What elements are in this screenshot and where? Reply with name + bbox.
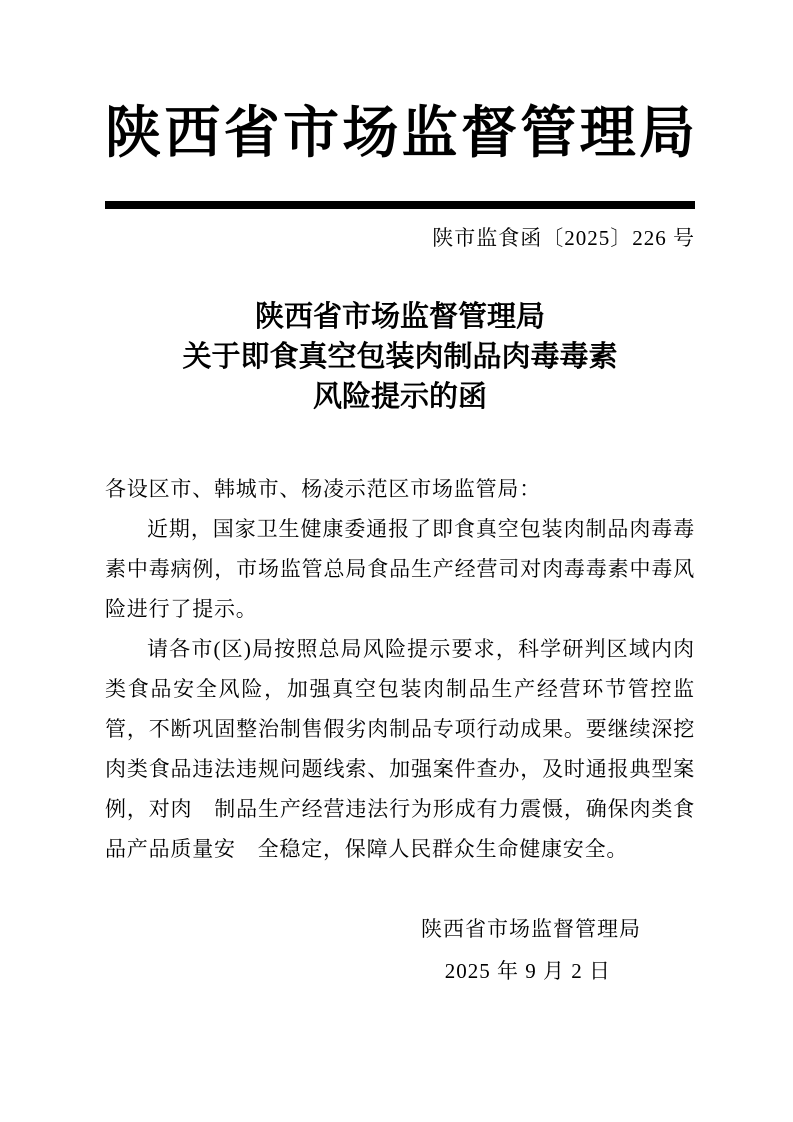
body-paragraph-1: 近期，国家卫生健康委通报了即食真空包装肉制品肉毒毒素中毒病例，市场监管总局食品生产经营司对肉毒毒素中毒风险进行了提示。 [105,516,695,621]
body-paragraph-2: 请各市(区)局按照总局风险提示要求，科学研判区域内肉类食品安全风险，加强真空包装肉制品生产经营环节管控监管，不断巩固整治制售假劣肉制品专项行动成果。要继续深挖肉类食品违法违规问题线索、加强案件查办，及时通报典型案例，对肉 制品生产经营违法行为形成有力震慑，确保肉类食品产品质量安 全稳定，保障人民群众生命健康安全。 [105,636,695,861]
document-title-line-1: 陕西省市场监督管理局 [254,300,545,333]
document-title [105,297,695,417]
document-title-line-2: 关于即食真空包装肉制品肉毒毒素 [182,340,618,373]
letterhead-divider [105,201,695,209]
salutation: 各设区市、韩城市、杨凌示范区市场监管局： [105,476,541,501]
signature-name: 陕西省市场监督管理局 [421,916,641,941]
letterhead-title: 陕西省市场监督管理局 [105,103,695,165]
signature-date: 2025 年 9 月 2 日 [444,958,611,983]
document-number: 陕市监食函〔2025〕226 号 [432,225,695,250]
document-title-line-3: 风险提示的函 [312,380,487,413]
